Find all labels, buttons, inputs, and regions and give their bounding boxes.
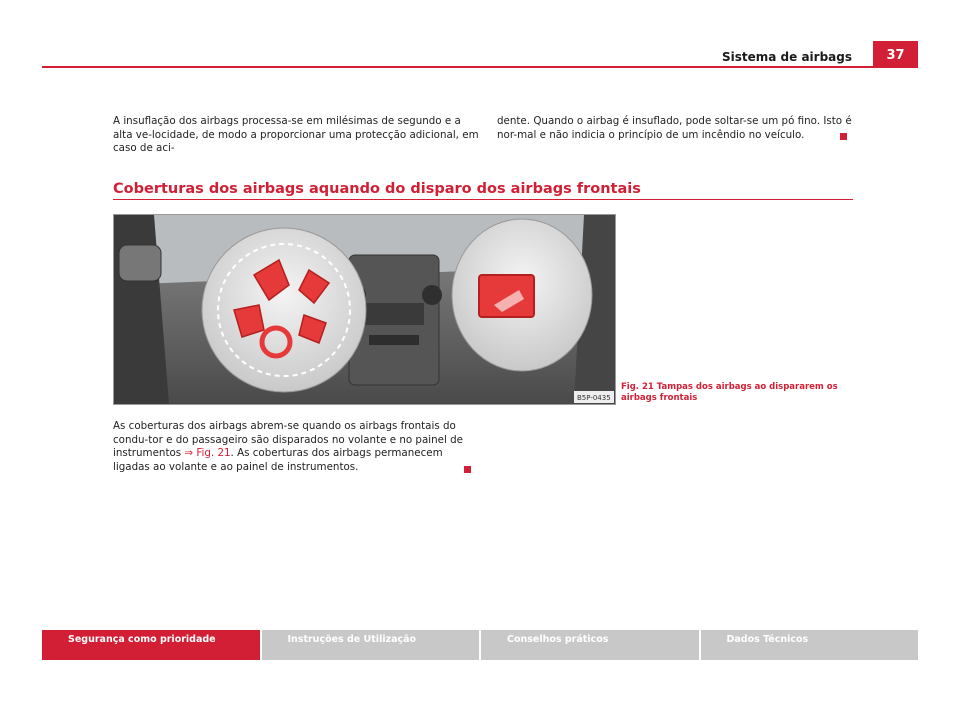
running-header-title: Sistema de airbags bbox=[721, 50, 852, 64]
body-text-start: As coberturas dos airbags abrem-se quando os airbags frontais do condu-tor e do passageiro são disparados no volante e no painel de instrumentos bbox=[113, 420, 464, 459]
section-title: Coberturas dos airbags aquando do disparo dos airbags frontais bbox=[113, 181, 641, 197]
airbag-cover-figure bbox=[113, 214, 616, 405]
footer-tab-conselhos[interactable]: Conselhos práticos bbox=[481, 630, 699, 660]
header-rule bbox=[42, 66, 918, 68]
footer-tab-instrucoes[interactable]: Instruções de Utilização bbox=[262, 630, 480, 660]
footer-nav bbox=[42, 630, 918, 660]
section-rule bbox=[113, 199, 853, 200]
footer-tab-dados[interactable]: Dados Técnicos bbox=[701, 630, 919, 660]
footer-tab-seguranca[interactable]: Segurança como prioridade bbox=[42, 630, 260, 660]
page-number: 37 bbox=[873, 41, 918, 68]
paragraph-end-marker bbox=[840, 133, 847, 140]
figure-code: B5P-0435 bbox=[577, 394, 611, 402]
figure-reference-link[interactable]: ⇒ Fig. 21 bbox=[184, 447, 231, 459]
figure-caption: Fig. 21 Tampas dos airbags ao dispararem os airbags frontais bbox=[621, 382, 838, 403]
intro-paragraph-left: A insuflação dos airbags processa-se em milésimas de segundo e a alta ve-locidade, de modo a proporcionar uma protecção adicional, em caso de aci- bbox=[113, 115, 479, 154]
intro-paragraph-right: dente. Quando o airbag é insuflado, pode soltar-se um pó fino. Isto é nor-mal e não indicia o princípio de um incêndio no veículo. bbox=[497, 115, 852, 141]
paragraph-end-marker bbox=[464, 466, 471, 473]
body-paragraph bbox=[113, 420, 471, 474]
body-text-end: . As coberturas dos airbags permanecem ligadas ao volante e ao painel de instrumentos. bbox=[113, 447, 443, 473]
